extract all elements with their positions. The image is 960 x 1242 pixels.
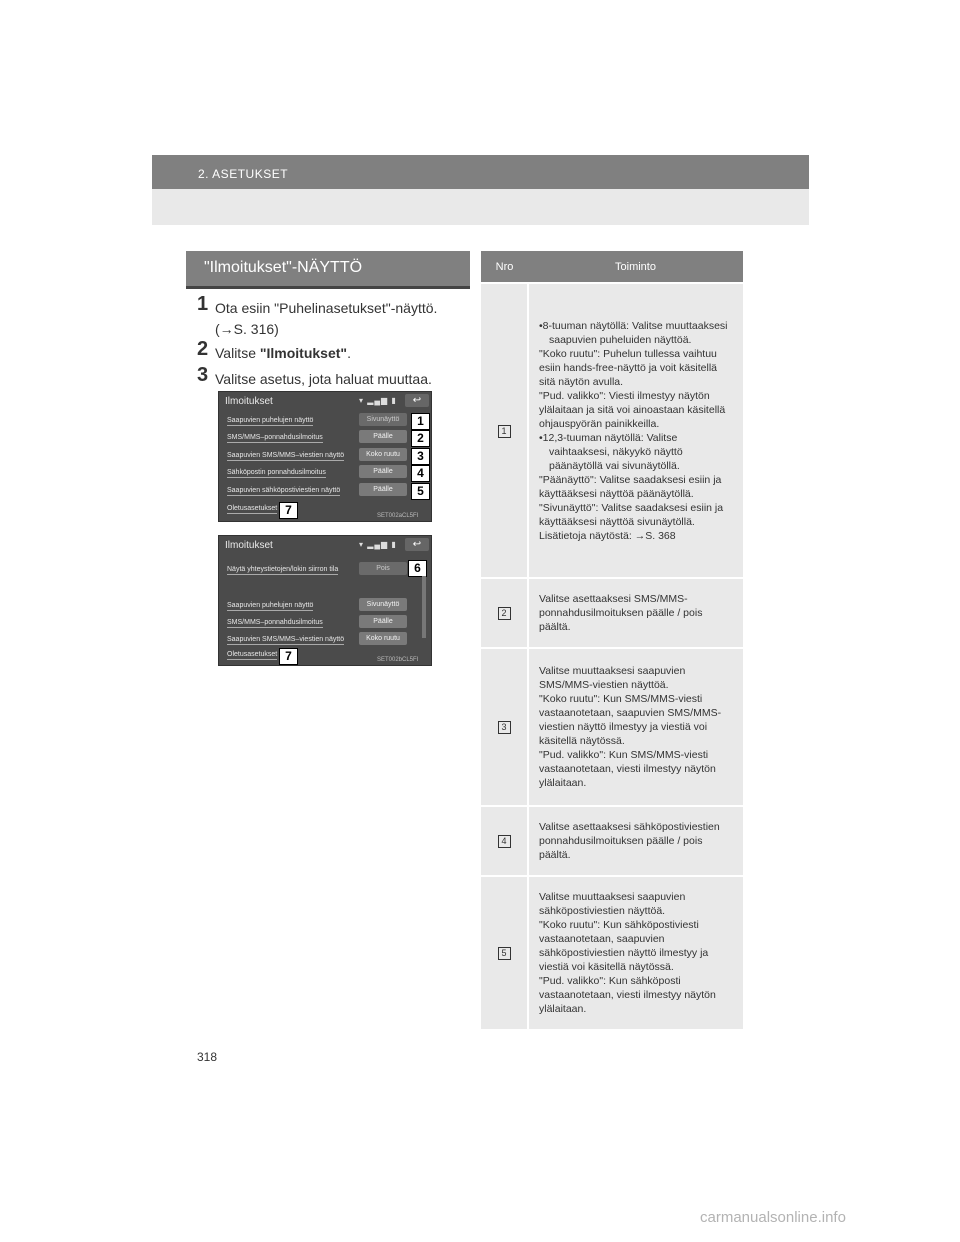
table-row	[481, 648, 743, 806]
step-number: 2	[197, 338, 209, 360]
status-icons: ▾ ▂▄▆ ▮	[359, 540, 397, 549]
watermark: carmanualsonline.info	[700, 1209, 846, 1226]
defaults-button[interactable]: Oletusasetukset	[227, 505, 278, 512]
row-value-button[interactable]: Päälle	[359, 483, 407, 496]
step-bold: "Ilmoitukset"	[259, 345, 348, 361]
table-row	[481, 806, 743, 876]
row-value-button[interactable]: Päälle	[359, 465, 407, 478]
row-label[interactable]: Saapuvien SMS/MMS–viestien näyttö	[227, 636, 345, 643]
table-row	[481, 578, 743, 648]
callout-6: 6	[408, 560, 427, 577]
back-icon[interactable]: ↩	[405, 394, 429, 407]
row-number: 3	[498, 721, 511, 734]
page-number: 318	[197, 1050, 218, 1064]
desc-line: Valitse muuttaaksesi saapuvien sähköpostiviestien näyttöä.	[539, 891, 686, 917]
scrollbar[interactable]	[422, 576, 426, 638]
row-label[interactable]: Saapuvien SMS/MMS–viestien näyttö	[227, 452, 345, 459]
row-value-button[interactable]: Sivunäyttö	[359, 598, 407, 611]
screenshot-1	[218, 391, 432, 522]
image-code: SET002bCL5FI	[377, 657, 419, 663]
table-row	[481, 876, 743, 1029]
desc-line: "Koko ruutu": Kun SMS/MMS-viesti vastaanotetaan, saapuvien SMS/MMS-viestien näyttö ilmestyy ja viestiä voi käsitellä näytössä.	[539, 693, 722, 747]
row-label[interactable]: Näytä yhteystietojen/lokin siirron tila	[227, 566, 339, 573]
row-label[interactable]: Saapuvien puhelujen näyttö	[227, 417, 314, 424]
callout-2: 2	[411, 430, 430, 447]
row-label[interactable]: Saapuvien puhelujen näyttö	[227, 602, 314, 609]
col-header-toiminto: Toiminto	[528, 251, 743, 283]
row-number: 2	[498, 607, 511, 620]
step-text: Ota esiin "Puhelinasetukset"-näyttö.	[215, 300, 438, 316]
section-header: 2. ASETUKSET	[198, 167, 289, 181]
screen-title: Ilmoitukset	[225, 396, 273, 407]
row-number: 4	[498, 835, 511, 848]
screen-title: Ilmoitukset	[225, 540, 273, 551]
desc-line: "Päänäyttö": Valitse saadaksesi esiin ja käyttääksesi näyttöä päänäytöllä.	[539, 473, 722, 500]
desc-line: •8-tuuman näytöllä: Valitse muuttaaksesi saapuvien puheluiden näyttöä.	[539, 319, 728, 346]
desc-line: "Sivunäyttö": Valitse saadaksesi esiin ja käyttääksesi näyttöä sivunäytöllä. Lisätietoja näytöstä: →S. 368	[539, 501, 724, 542]
header-band	[152, 189, 809, 225]
step-text: Valitse asetus, jota haluat muuttaa.	[215, 371, 432, 387]
row-value-button[interactable]: Koko ruutu	[359, 632, 407, 645]
callout-5: 5	[411, 483, 430, 500]
row-value-button[interactable]: Pois	[359, 562, 407, 575]
callout-7: 7	[279, 502, 298, 519]
row-label[interactable]: Saapuvien sähköpostiviestien näyttö	[227, 487, 341, 494]
desc-line: "Koko ruutu": Puhelun tullessa vaihtuu esiin hands-free-näyttö ja voit käsitellä sitä näytön avulla.	[539, 347, 718, 388]
image-code: SET002aCL5FI	[377, 513, 419, 519]
callout-4: 4	[411, 465, 430, 482]
callout-1: 1	[411, 413, 430, 430]
table-row	[481, 283, 743, 578]
callout-3: 3	[411, 448, 430, 465]
step-suffix: .	[347, 345, 351, 361]
row-label[interactable]: SMS/MMS–ponnahdusilmoitus	[227, 434, 323, 441]
section-title-box	[186, 251, 470, 289]
row-number: 1	[498, 425, 511, 438]
row-value-button[interactable]: Sivunäyttö	[359, 413, 407, 426]
screenshot-2	[218, 535, 432, 666]
function-table	[481, 251, 743, 1029]
desc-line: "Koko ruutu": Kun sähköpostiviesti vastaanotetaan, saapuvien sähköpostiviestien näyttö ilmestyy ja viestiä voi käsitellä näytössä.	[539, 919, 709, 973]
col-header-nro: Nro	[481, 251, 528, 283]
header-bar	[152, 155, 809, 189]
callout-7: 7	[279, 648, 298, 665]
desc-line: •12,3-tuuman näytöllä: Valitse vaihtaaksesi, näkyykö näyttö päänäytöllä vai sivunäytöllä.	[539, 431, 683, 472]
step-ref: (→S. 316)	[215, 321, 279, 337]
step-number: 3	[197, 364, 209, 386]
desc-line: Valitse muuttaaksesi saapuvien SMS/MMS-viestien näyttöä.	[539, 665, 686, 691]
desc-line: Valitse asettaaksesi sähköpostiviestien ponnahdusilmoituksen päälle / pois päältä.	[539, 821, 720, 861]
section-title: "Ilmoitukset"-NÄYTTÖ	[204, 259, 363, 276]
desc-line: Valitse asettaaksesi SMS/MMS-ponnahdusilmoituksen päälle / pois päältä.	[539, 593, 703, 633]
desc-line: "Pud. valikko": Viesti ilmestyy näytön ylälaitaan ja sitä voi ainoastaan käsitellä ohjauspyörän painikkeilla.	[539, 389, 726, 430]
row-label[interactable]: Sähköpostin ponnahdusilmoitus	[227, 469, 326, 476]
desc-line: "Pud. valikko": Kun SMS/MMS-viesti vastaanotetaan, viesti ilmestyy näytön ylälaitaan.	[539, 749, 716, 789]
row-value-button[interactable]: Päälle	[359, 430, 407, 443]
desc-line: "Pud. valikko": Kun sähköposti vastaanotetaan, viesti ilmestyy näytön ylälaitaan.	[539, 975, 716, 1015]
step-text: Valitse	[215, 345, 260, 361]
status-icons: ▾ ▂▄▆ ▮	[359, 396, 397, 405]
row-value-button[interactable]: Päälle	[359, 615, 407, 628]
step-number: 1	[197, 293, 209, 315]
back-icon[interactable]: ↩	[405, 538, 429, 551]
row-value-button[interactable]: Koko ruutu	[359, 448, 407, 461]
defaults-button[interactable]: Oletusasetukset	[227, 651, 278, 658]
row-label[interactable]: SMS/MMS–ponnahdusilmoitus	[227, 619, 323, 626]
row-number: 5	[498, 947, 511, 960]
